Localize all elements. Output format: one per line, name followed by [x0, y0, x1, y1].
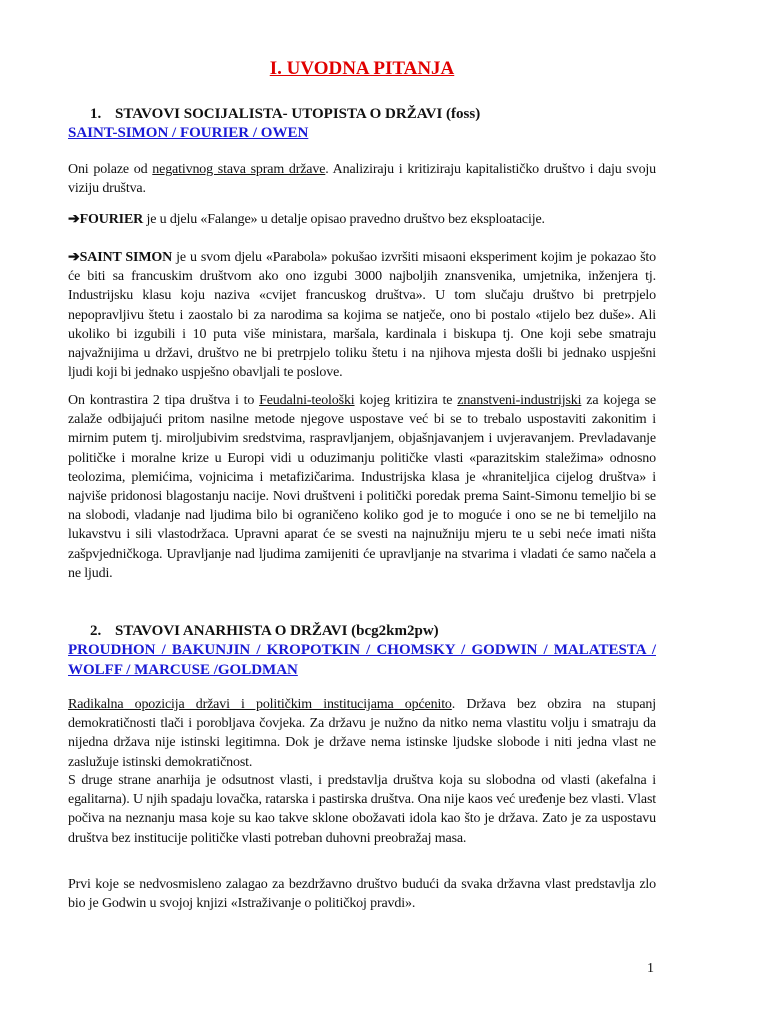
underlined-phrase: Feudalni-teološki	[259, 393, 355, 408]
section-1-paragraph-contrast	[68, 391, 656, 583]
section-2-paragraph-1	[68, 695, 656, 772]
text-run: je u djelu «Falange» u detalje opisao pravedno društvo bez eksploatacije.	[143, 212, 545, 227]
section-2-paragraph-2: S druge strane anarhija je odsutnost vlasti, i predstavlja društva koja su slobodna od vlasti (akefalna i egalitarna). U njih spadaju lovačka, ratarska i pastirska društva. Ona nije kaos već uređenje bez vlasti. Vlast počiva na neznanju masa koje su kao takve sklone obožavati idola kao što je država. Zato je za uspostavu društva bez institucije političke vlasti potreban duhovni preobražaj masa.	[68, 773, 656, 846]
section-1-paragraph-fourier	[68, 210, 656, 229]
underlined-phrase: negativnog stava spram države	[152, 162, 326, 177]
underlined-phrase: znanstveni-industrijski	[457, 393, 582, 408]
section-2-heading	[90, 623, 439, 640]
page-number: 1	[647, 961, 654, 976]
section-2-heading-text: STAVOVI ANARHISTA O DRŽAVI (bcg2km2pw)	[115, 623, 439, 639]
text-run: kojeg kritizira te	[354, 393, 458, 408]
section-1-paragraph-1	[68, 160, 656, 198]
section-1-paragraph-saint-simon	[68, 248, 656, 382]
section-1-number: 1.	[90, 106, 102, 122]
page-title: I. UVODNA PITANJA	[269, 58, 455, 79]
text-run: On kontrastira 2 tipa društva i to	[68, 393, 260, 408]
underlined-phrase: Radikalna opozicija državi i političkim institucijama općenito	[68, 697, 452, 712]
text-run: . Država bez obzira na stupanj demokratičnosti tlači i porobljava čovjeka. Za državu je nužno da nitko nema vlastitu volju i smatraju da nijedna država nije istinski legitimna. Dok je države nema istinske ljudske slobode i niti jedna vlast ne zaslužuje istinski demokratičnost.	[68, 697, 656, 770]
section-2-authors: PROUDHON / BAKUNJIN / KROPOTKIN / CHOMSKY / GODWIN / MALATESTA / WOLFF / MARCUSE /GOLDMAN	[68, 642, 656, 678]
text-run: Oni polaze od	[68, 162, 153, 177]
text-run: je u svom djelu «Parabola» pokušao izvršiti misaoni eksperiment kojim je pokazao što će biti sa francuskim društvom ako ono izgubi 3000 najboljih znansvenika, umjetnika, inženjera tj. Industrijsku klasu koju naziva «cvijet francuskog društva». U tom slučaju društvo bi pretrpjelo nepopravljivu štetu i zaostalo bi za narodima sa kojima se natječe, ono bi postalo «tijelo bez duše». Ali ukoliko bi izgubili i 10 puta više ministara, maršala, kardinala i biskupa tj. One koji sebe smatraju najvažnijima u državi, društvo ne bi pretrpjelo toliku štetu i na njihova mjesta došli bi jednako uspješni ljudi koji bi jednako uspješno obavljali te poslove.	[68, 250, 656, 381]
section-1-heading-text: STAVOVI SOCIJALISTA- UTOPISTA O DRŽAVI (foss)	[115, 106, 481, 122]
arrow-icon: ➔	[68, 212, 80, 227]
bold-name: SAINT SIMON	[79, 250, 173, 265]
arrow-icon: ➔	[68, 250, 80, 265]
section-2-paragraph-3: Prvi koje se nedvosmisleno zalagao za bezdržavno društvo budući da svaka državna vlast predstavlja zlo bio je Godwin u svojoj knjizi «Istraživanje o političkoj pravdi».	[68, 877, 656, 912]
section-1-heading	[90, 106, 480, 123]
text-run: . Analiziraju i kritiziraju kapitalističko društvo i daju svoju viziju društva.	[68, 162, 657, 197]
section-1-authors: SAINT-SIMON / FOURIER / OWEN	[68, 125, 309, 141]
text-run: za kojega se zalaže odbijajući pritom nasilne metode njegove uspostave već bi se to trebalo uspostaviti zakonitim i mirnim putem tj. miroljubivim sredstvima, raspravljanjem, objašnjavanjem i uvjeravanjem. Prevladavanje političke i moralne krize u Europi vidi u oduzimanju političke vlasti «parazitskim staležima» odnosno teolozima, plemićima, vojnicima i metafizičarima. Industrijska klasa je «hraniteljica cijelog društva» i najviše pridonosi blagostanju nacije. Novi društveni i politički poredak prema Saint-Simonu temeljio bi se na slobodi, vladanje nad ljudima bilo bi ograničeno koliko god je to moguće i ono se ne bi temeljilo na lukavstvu i sili vlastodržaca. Upravni aparat će se svesti na najnužniju mjeru te u sebi neće imati ništa zašpvjedničkoga. Upravljanje nad ljudima zamijeniti će upravljanje na stvarima i vladati će samo načela a ne ljudi.	[68, 393, 656, 581]
section-2-number: 2.	[90, 623, 102, 639]
bold-name: FOURIER	[79, 212, 144, 227]
